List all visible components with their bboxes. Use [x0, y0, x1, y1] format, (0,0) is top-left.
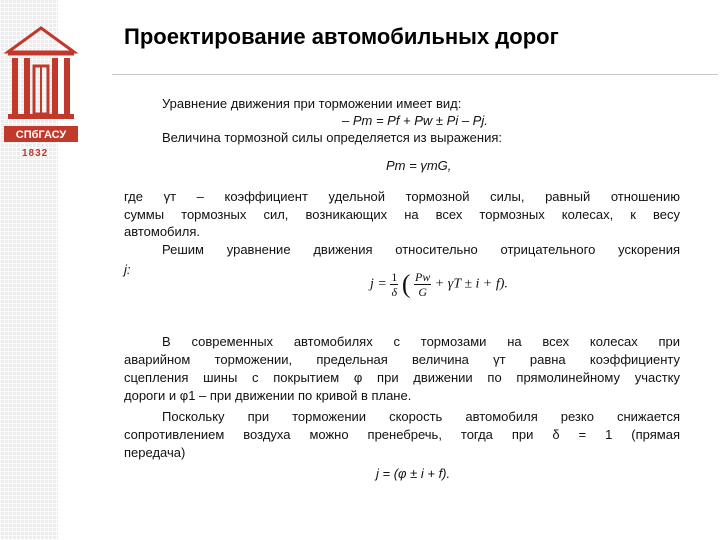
- logo-year: 1832: [22, 148, 49, 159]
- brake-force-intro: Величина тормозной силы определяется из выражения:: [162, 130, 502, 145]
- final-formula: j = (φ ± i + f).: [376, 466, 451, 481]
- paragraph-line: автомобиля.: [124, 224, 201, 239]
- building-emblem-icon: [4, 22, 78, 152]
- fraction-one-over-delta: $\frac{1}{\delta}$: [391, 270, 398, 299]
- university-logo: [4, 22, 78, 159]
- paragraph-line: Решим уравнение движения относительно отрицательного ускорения: [162, 242, 680, 257]
- paragraph-line: Поскольку при торможении скорость автомобиля резко снижается: [162, 409, 680, 424]
- acceleration-formula: j = $\frac{1}{\delta}$ ( $\frac{Pw}{G}$ + γT ± i + f).: [370, 269, 508, 299]
- formula-lhs: j =: [370, 276, 387, 292]
- paragraph-line: сопротивлением воздуха можно пренебречь, тогда при δ = 1 (прямая: [124, 427, 680, 442]
- svg-text:СПбГАСУ: СПбГАСУ: [15, 129, 67, 141]
- fraction-pw-over-g: $\frac{Pw}{G}$: [415, 270, 431, 299]
- paragraph-line: сцепления шины с покрытием φ при движении по прямолинейному участку: [124, 370, 680, 385]
- brake-force-formula: Pт = γтG,: [386, 158, 452, 173]
- paragraph-line: дороги и φ1 – при движении по кривой в плане.: [124, 388, 412, 403]
- paragraph-line: где γт – коэффициент удельной тормозной силы, равный отношению: [124, 189, 680, 204]
- paragraph-line: аварийном торможении, предельная величина γт равна коэффициенту: [124, 352, 680, 367]
- equation-of-motion: – Pт = Pf + Pw ± Pi – Pj.: [342, 113, 488, 128]
- page-title: Проектирование автомобильных дорог: [124, 24, 559, 49]
- paragraph-line: суммы тормозных сил, возникающих на всех тормозных колесах, к весу: [124, 207, 680, 222]
- paragraph-line: В современных автомобилях с тормозами на всех колесах при: [162, 334, 680, 349]
- formula-tail: + γT ± i + f).: [434, 276, 508, 292]
- title-divider: [112, 74, 718, 75]
- paragraph-line: передача): [124, 445, 186, 460]
- intro-line: Уравнение движения при торможении имеет вид:: [162, 96, 462, 111]
- paragraph-line: j:: [124, 262, 131, 277]
